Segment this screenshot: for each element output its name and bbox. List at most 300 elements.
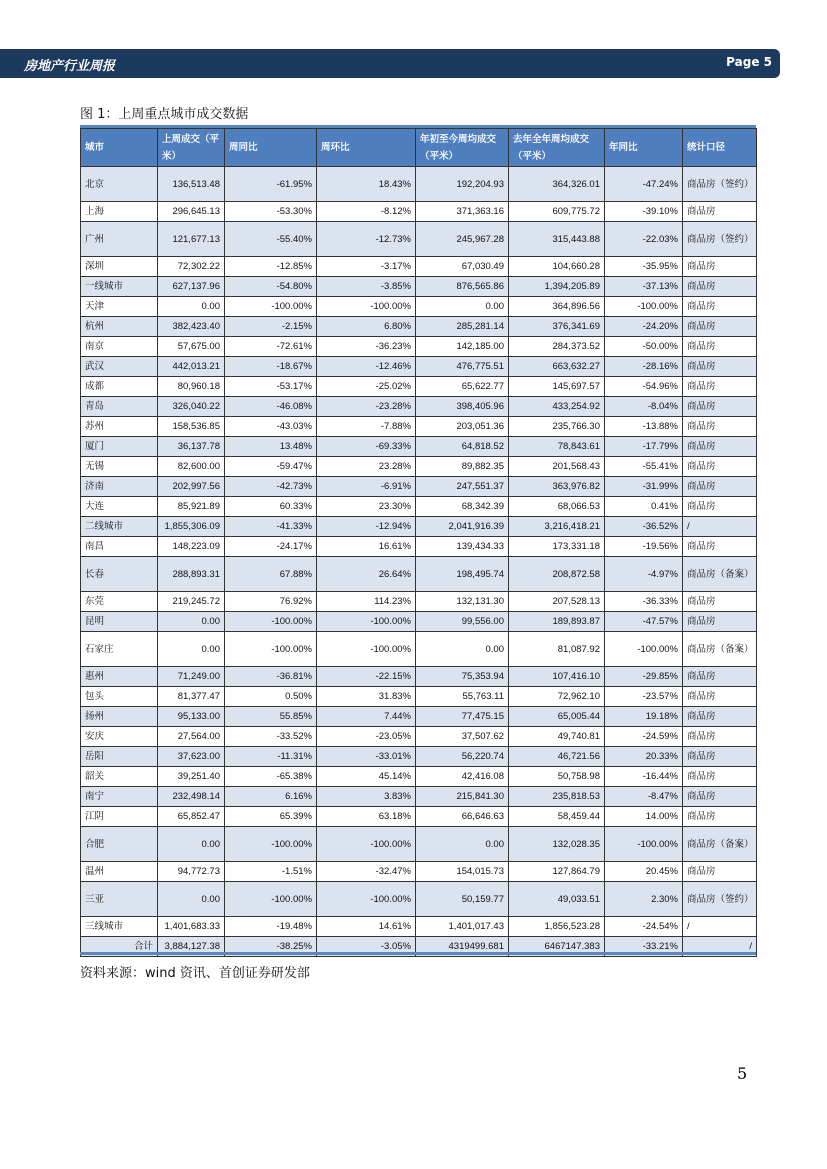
value-cell: 80,960.18 bbox=[158, 377, 225, 397]
page-number: 5 bbox=[737, 1064, 748, 1083]
value-cell: 371,363.16 bbox=[416, 202, 509, 222]
value-cell: 208,872.58 bbox=[509, 557, 605, 592]
city-cell: 温州 bbox=[81, 862, 158, 882]
value-cell: 65,622.77 bbox=[416, 377, 509, 397]
table-row bbox=[81, 687, 757, 707]
value-cell: -32.47% bbox=[317, 862, 416, 882]
value-cell: 207,528.13 bbox=[509, 592, 605, 612]
basis-cell: 商品房（签约） bbox=[683, 222, 757, 257]
table-row bbox=[81, 807, 757, 827]
city-cell: 北京 bbox=[81, 167, 158, 202]
basis-cell: / bbox=[683, 917, 757, 937]
value-cell: 36,137.78 bbox=[158, 437, 225, 457]
value-cell: -3.05% bbox=[317, 937, 416, 957]
value-cell: -100.00% bbox=[225, 632, 317, 667]
value-cell: 3.83% bbox=[317, 787, 416, 807]
basis-cell: 商品房 bbox=[683, 397, 757, 417]
table-row bbox=[81, 222, 757, 257]
value-cell: 0.50% bbox=[225, 687, 317, 707]
city-cell: 南京 bbox=[81, 337, 158, 357]
value-cell: 235,766.30 bbox=[509, 417, 605, 437]
table-row bbox=[81, 477, 757, 497]
city-cell: 南昌 bbox=[81, 537, 158, 557]
basis-cell: 商品房 bbox=[683, 417, 757, 437]
report-title: 房地产行业周报 bbox=[24, 59, 116, 74]
value-cell: 50,758.98 bbox=[509, 767, 605, 787]
basis-cell: 商品房（签约） bbox=[683, 167, 757, 202]
value-cell: 132,028.35 bbox=[509, 827, 605, 862]
basis-cell: 商品房 bbox=[683, 317, 757, 337]
value-cell: 18.43% bbox=[317, 167, 416, 202]
basis-cell: 商品房 bbox=[683, 257, 757, 277]
value-cell: 398,405.96 bbox=[416, 397, 509, 417]
value-cell: -47.24% bbox=[605, 167, 683, 202]
city-cell: 石家庄 bbox=[81, 632, 158, 667]
value-cell: -22.15% bbox=[317, 667, 416, 687]
value-cell: -36.52% bbox=[605, 517, 683, 537]
value-cell: 433,254.92 bbox=[509, 397, 605, 417]
basis-cell: 商品房 bbox=[683, 497, 757, 517]
table-row bbox=[81, 517, 757, 537]
value-cell: -46.08% bbox=[225, 397, 317, 417]
basis-cell: 商品房 bbox=[683, 687, 757, 707]
value-cell: -72.61% bbox=[225, 337, 317, 357]
basis-cell: 商品房 bbox=[683, 667, 757, 687]
table-row bbox=[81, 257, 757, 277]
value-cell: -23.57% bbox=[605, 687, 683, 707]
value-cell: -16.44% bbox=[605, 767, 683, 787]
value-cell: -35.95% bbox=[605, 257, 683, 277]
value-cell: -24.54% bbox=[605, 917, 683, 937]
value-cell: -6.91% bbox=[317, 477, 416, 497]
city-cell: 上海 bbox=[81, 202, 158, 222]
value-cell: 3,216,418.21 bbox=[509, 517, 605, 537]
value-cell: 39,251.40 bbox=[158, 767, 225, 787]
basis-cell: 商品房 bbox=[683, 337, 757, 357]
table-row bbox=[81, 882, 757, 917]
value-cell: 476,775.51 bbox=[416, 357, 509, 377]
value-cell: 121,677.13 bbox=[158, 222, 225, 257]
table-row bbox=[81, 827, 757, 862]
value-cell: -59.47% bbox=[225, 457, 317, 477]
value-cell: -11.31% bbox=[225, 747, 317, 767]
city-cell: 无锡 bbox=[81, 457, 158, 477]
value-cell: 148,223.09 bbox=[158, 537, 225, 557]
basis-cell: 商品房（签约） bbox=[683, 882, 757, 917]
value-cell: -33.21% bbox=[605, 937, 683, 957]
table-row bbox=[81, 707, 757, 727]
table-row bbox=[81, 297, 757, 317]
value-cell: 89,882.35 bbox=[416, 457, 509, 477]
value-cell: 82,600.00 bbox=[158, 457, 225, 477]
value-cell: 46,721.56 bbox=[509, 747, 605, 767]
value-cell: -100.00% bbox=[317, 612, 416, 632]
city-cell: 二线城市 bbox=[81, 517, 158, 537]
source-note: 资料来源：wind 资讯、首创证券研发部 bbox=[80, 966, 310, 981]
header-banner bbox=[0, 49, 780, 78]
value-cell: -100.00% bbox=[317, 632, 416, 667]
city-cell: 苏州 bbox=[81, 417, 158, 437]
value-cell: 201,568.43 bbox=[509, 457, 605, 477]
basis-cell: 商品房 bbox=[683, 357, 757, 377]
value-cell: 13.48% bbox=[225, 437, 317, 457]
city-cell: 成都 bbox=[81, 377, 158, 397]
value-cell: -36.33% bbox=[605, 592, 683, 612]
city-cell: 江阴 bbox=[81, 807, 158, 827]
value-cell: 20.33% bbox=[605, 747, 683, 767]
value-cell: -100.00% bbox=[225, 827, 317, 862]
value-cell: 876,565.86 bbox=[416, 277, 509, 297]
value-cell: 55.85% bbox=[225, 707, 317, 727]
value-cell: -12.73% bbox=[317, 222, 416, 257]
value-cell: 71,249.00 bbox=[158, 667, 225, 687]
value-cell: 0.00 bbox=[416, 297, 509, 317]
value-cell: 78,843.61 bbox=[509, 437, 605, 457]
page-label: Page 5 bbox=[726, 55, 772, 69]
value-cell: -100.00% bbox=[605, 297, 683, 317]
value-cell: 0.00 bbox=[158, 297, 225, 317]
city-cell: 昆明 bbox=[81, 612, 158, 632]
city-cell: 广州 bbox=[81, 222, 158, 257]
value-cell: 6.16% bbox=[225, 787, 317, 807]
city-cell: 合计 bbox=[81, 937, 158, 957]
value-cell: 45.14% bbox=[317, 767, 416, 787]
value-cell: 0.41% bbox=[605, 497, 683, 517]
basis-cell: 商品房 bbox=[683, 862, 757, 882]
value-cell: 145,697.57 bbox=[509, 377, 605, 397]
value-cell: 14.61% bbox=[317, 917, 416, 937]
value-cell: 136,513.48 bbox=[158, 167, 225, 202]
city-cell: 大连 bbox=[81, 497, 158, 517]
column-header: 城市 bbox=[81, 129, 158, 167]
table-row bbox=[81, 202, 757, 222]
value-cell: -100.00% bbox=[317, 297, 416, 317]
table-row bbox=[81, 537, 757, 557]
basis-cell: 商品房 bbox=[683, 787, 757, 807]
value-cell: 56,220.74 bbox=[416, 747, 509, 767]
value-cell: 142,185.00 bbox=[416, 337, 509, 357]
value-cell: 192,204.93 bbox=[416, 167, 509, 202]
value-cell: 284,373.52 bbox=[509, 337, 605, 357]
city-cell: 岳阳 bbox=[81, 747, 158, 767]
city-cell: 合肥 bbox=[81, 827, 158, 862]
value-cell: -28.16% bbox=[605, 357, 683, 377]
table-row bbox=[81, 557, 757, 592]
city-cell: 三线城市 bbox=[81, 917, 158, 937]
figure-caption: 图 1：上周重点城市成交数据 bbox=[80, 107, 249, 122]
city-cell: 杭州 bbox=[81, 317, 158, 337]
basis-cell: 商品房 bbox=[683, 747, 757, 767]
value-cell: 296,645.13 bbox=[158, 202, 225, 222]
value-cell: 139,434.33 bbox=[416, 537, 509, 557]
value-cell: -18.67% bbox=[225, 357, 317, 377]
value-cell: 189,893.87 bbox=[509, 612, 605, 632]
value-cell: 663,632.27 bbox=[509, 357, 605, 377]
basis-cell: 商品房 bbox=[683, 277, 757, 297]
table-row bbox=[81, 317, 757, 337]
basis-cell: 商品房 bbox=[683, 297, 757, 317]
city-cell: 天津 bbox=[81, 297, 158, 317]
basis-cell: 商品房（备案） bbox=[683, 827, 757, 862]
value-cell: -3.85% bbox=[317, 277, 416, 297]
table-row bbox=[81, 917, 757, 937]
value-cell: -8.47% bbox=[605, 787, 683, 807]
value-cell: 26.64% bbox=[317, 557, 416, 592]
value-cell: 49,033.51 bbox=[509, 882, 605, 917]
value-cell: 7.44% bbox=[317, 707, 416, 727]
city-cell: 一线城市 bbox=[81, 277, 158, 297]
value-cell: 232,498.14 bbox=[158, 787, 225, 807]
value-cell: 37,507.62 bbox=[416, 727, 509, 747]
basis-cell: 商品房 bbox=[683, 727, 757, 747]
value-cell: -37.13% bbox=[605, 277, 683, 297]
table-header-row bbox=[81, 129, 757, 167]
value-cell: -100.00% bbox=[605, 632, 683, 667]
basis-cell: 商品房 bbox=[683, 612, 757, 632]
value-cell: -38.25% bbox=[225, 937, 317, 957]
value-cell: 68,066.53 bbox=[509, 497, 605, 517]
column-header: 去年全年周均成交（平米） bbox=[509, 129, 605, 167]
value-cell: 0.00 bbox=[416, 827, 509, 862]
value-cell: 107,416.10 bbox=[509, 667, 605, 687]
value-cell: 127,864.79 bbox=[509, 862, 605, 882]
value-cell: -36.81% bbox=[225, 667, 317, 687]
value-cell: -41.33% bbox=[225, 517, 317, 537]
basis-cell: 商品房 bbox=[683, 767, 757, 787]
table-row bbox=[81, 437, 757, 457]
value-cell: -1.51% bbox=[225, 862, 317, 882]
basis-cell: 商品房 bbox=[683, 202, 757, 222]
column-header: 周同比 bbox=[225, 129, 317, 167]
value-cell: 158,536.85 bbox=[158, 417, 225, 437]
table-row bbox=[81, 337, 757, 357]
value-cell: -3.17% bbox=[317, 257, 416, 277]
value-cell: 0.00 bbox=[158, 827, 225, 862]
table-row bbox=[81, 592, 757, 612]
value-cell: 363,976.82 bbox=[509, 477, 605, 497]
table-row bbox=[81, 667, 757, 687]
value-cell: -19.48% bbox=[225, 917, 317, 937]
table-row bbox=[81, 167, 757, 202]
value-cell: 20.45% bbox=[605, 862, 683, 882]
basis-cell: 商品房 bbox=[683, 807, 757, 827]
value-cell: 2.30% bbox=[605, 882, 683, 917]
value-cell: 68,342.39 bbox=[416, 497, 509, 517]
value-cell: 67.88% bbox=[225, 557, 317, 592]
value-cell: -4.97% bbox=[605, 557, 683, 592]
value-cell: -100.00% bbox=[225, 297, 317, 317]
column-header: 年初至今周均成交（平米） bbox=[416, 129, 509, 167]
value-cell: -65.38% bbox=[225, 767, 317, 787]
value-cell: 627,137.96 bbox=[158, 277, 225, 297]
value-cell: 63.18% bbox=[317, 807, 416, 827]
city-cell: 安庆 bbox=[81, 727, 158, 747]
value-cell: 104,660.28 bbox=[509, 257, 605, 277]
basis-cell: / bbox=[683, 937, 757, 957]
value-cell: 203,051.36 bbox=[416, 417, 509, 437]
city-transactions-table bbox=[80, 128, 757, 957]
value-cell: -13.88% bbox=[605, 417, 683, 437]
value-cell: 202,997.56 bbox=[158, 477, 225, 497]
column-header: 统计口径 bbox=[683, 129, 757, 167]
city-cell: 三亚 bbox=[81, 882, 158, 917]
value-cell: -53.17% bbox=[225, 377, 317, 397]
value-cell: -31.99% bbox=[605, 477, 683, 497]
value-cell: -23.28% bbox=[317, 397, 416, 417]
value-cell: 85,921.89 bbox=[158, 497, 225, 517]
value-cell: 382,423.40 bbox=[158, 317, 225, 337]
value-cell: -12.94% bbox=[317, 517, 416, 537]
value-cell: 0.00 bbox=[158, 612, 225, 632]
value-cell: 94,772.73 bbox=[158, 862, 225, 882]
value-cell: 77,475.15 bbox=[416, 707, 509, 727]
value-cell: -8.12% bbox=[317, 202, 416, 222]
value-cell: 442,013.21 bbox=[158, 357, 225, 377]
basis-cell: 商品房 bbox=[683, 707, 757, 727]
value-cell: -54.96% bbox=[605, 377, 683, 397]
value-cell: 114.23% bbox=[317, 592, 416, 612]
value-cell: 55,763.11 bbox=[416, 687, 509, 707]
value-cell: 315,443.88 bbox=[509, 222, 605, 257]
value-cell: -23.05% bbox=[317, 727, 416, 747]
value-cell: 57,675.00 bbox=[158, 337, 225, 357]
value-cell: 245,967.28 bbox=[416, 222, 509, 257]
value-cell: 0.00 bbox=[416, 632, 509, 667]
value-cell: 31.83% bbox=[317, 687, 416, 707]
value-cell: 2,041,916.39 bbox=[416, 517, 509, 537]
value-cell: 81,087.92 bbox=[509, 632, 605, 667]
value-cell: 76.92% bbox=[225, 592, 317, 612]
value-cell: 173,331.18 bbox=[509, 537, 605, 557]
table-row bbox=[81, 457, 757, 477]
value-cell: -25.02% bbox=[317, 377, 416, 397]
basis-cell: 商品房 bbox=[683, 537, 757, 557]
value-cell: 3,884,127.38 bbox=[158, 937, 225, 957]
table-row bbox=[81, 397, 757, 417]
table-row bbox=[81, 767, 757, 787]
city-cell: 扬州 bbox=[81, 707, 158, 727]
city-cell: 武汉 bbox=[81, 357, 158, 377]
value-cell: 14.00% bbox=[605, 807, 683, 827]
value-cell: 81,377.47 bbox=[158, 687, 225, 707]
value-cell: -33.52% bbox=[225, 727, 317, 747]
value-cell: 65,852.47 bbox=[158, 807, 225, 827]
basis-cell: 商品房（备案） bbox=[683, 557, 757, 592]
basis-cell: / bbox=[683, 517, 757, 537]
value-cell: -100.00% bbox=[225, 882, 317, 917]
basis-cell: 商品房（备案） bbox=[683, 632, 757, 667]
value-cell: -33.01% bbox=[317, 747, 416, 767]
value-cell: -100.00% bbox=[317, 882, 416, 917]
value-cell: -43.03% bbox=[225, 417, 317, 437]
value-cell: -39.10% bbox=[605, 202, 683, 222]
value-cell: 49,740.81 bbox=[509, 727, 605, 747]
value-cell: 235,818.53 bbox=[509, 787, 605, 807]
table-row bbox=[81, 632, 757, 667]
value-cell: 1,394,205.89 bbox=[509, 277, 605, 297]
value-cell: -53.30% bbox=[225, 202, 317, 222]
city-cell: 青岛 bbox=[81, 397, 158, 417]
city-cell: 深圳 bbox=[81, 257, 158, 277]
value-cell: 50,159.77 bbox=[416, 882, 509, 917]
basis-cell: 商品房 bbox=[683, 592, 757, 612]
value-cell: -19.56% bbox=[605, 537, 683, 557]
value-cell: -24.59% bbox=[605, 727, 683, 747]
column-header: 周环比 bbox=[317, 129, 416, 167]
value-cell: -12.85% bbox=[225, 257, 317, 277]
value-cell: -55.40% bbox=[225, 222, 317, 257]
table-row bbox=[81, 862, 757, 882]
value-cell: 67,030.49 bbox=[416, 257, 509, 277]
value-cell: -24.20% bbox=[605, 317, 683, 337]
value-cell: 285,281.14 bbox=[416, 317, 509, 337]
value-cell: 66,646.63 bbox=[416, 807, 509, 827]
value-cell: 19.18% bbox=[605, 707, 683, 727]
value-cell: 154,015.73 bbox=[416, 862, 509, 882]
city-cell: 韶关 bbox=[81, 767, 158, 787]
value-cell: -61.95% bbox=[225, 167, 317, 202]
value-cell: 215,841.30 bbox=[416, 787, 509, 807]
value-cell: 6.80% bbox=[317, 317, 416, 337]
value-cell: 95,133.00 bbox=[158, 707, 225, 727]
value-cell: 219,245.72 bbox=[158, 592, 225, 612]
column-header: 年同比 bbox=[605, 129, 683, 167]
value-cell: 23.28% bbox=[317, 457, 416, 477]
value-cell: 4319499.681 bbox=[416, 937, 509, 957]
value-cell: -50.00% bbox=[605, 337, 683, 357]
city-cell: 东莞 bbox=[81, 592, 158, 612]
city-cell: 厦门 bbox=[81, 437, 158, 457]
value-cell: -100.00% bbox=[605, 827, 683, 862]
value-cell: -47.57% bbox=[605, 612, 683, 632]
table-row bbox=[81, 747, 757, 767]
value-cell: -8.04% bbox=[605, 397, 683, 417]
value-cell: 364,326.01 bbox=[509, 167, 605, 202]
value-cell: 27,564.00 bbox=[158, 727, 225, 747]
city-cell: 南宁 bbox=[81, 787, 158, 807]
value-cell: -12.46% bbox=[317, 357, 416, 377]
value-cell: 609,775.72 bbox=[509, 202, 605, 222]
value-cell: -22.03% bbox=[605, 222, 683, 257]
table-row bbox=[81, 727, 757, 747]
table-row bbox=[81, 417, 757, 437]
value-cell: 23.30% bbox=[317, 497, 416, 517]
table-row bbox=[81, 357, 757, 377]
value-cell: 132,131.30 bbox=[416, 592, 509, 612]
value-cell: -100.00% bbox=[225, 612, 317, 632]
table-row bbox=[81, 612, 757, 632]
value-cell: 1,855,306.09 bbox=[158, 517, 225, 537]
table-row bbox=[81, 377, 757, 397]
basis-cell: 商品房 bbox=[683, 437, 757, 457]
city-cell: 包头 bbox=[81, 687, 158, 707]
table-row bbox=[81, 277, 757, 297]
table-row bbox=[81, 497, 757, 517]
city-cell: 长春 bbox=[81, 557, 158, 592]
table-row bbox=[81, 787, 757, 807]
value-cell: 58,459.44 bbox=[509, 807, 605, 827]
basis-cell: 商品房 bbox=[683, 457, 757, 477]
value-cell: -42.73% bbox=[225, 477, 317, 497]
value-cell: 37,623.00 bbox=[158, 747, 225, 767]
value-cell: -69.33% bbox=[317, 437, 416, 457]
value-cell: -2.15% bbox=[225, 317, 317, 337]
value-cell: 364,896.56 bbox=[509, 297, 605, 317]
value-cell: -100.00% bbox=[317, 827, 416, 862]
column-header: 上周成交（平米） bbox=[158, 129, 225, 167]
value-cell: 65.39% bbox=[225, 807, 317, 827]
value-cell: 65,005.44 bbox=[509, 707, 605, 727]
